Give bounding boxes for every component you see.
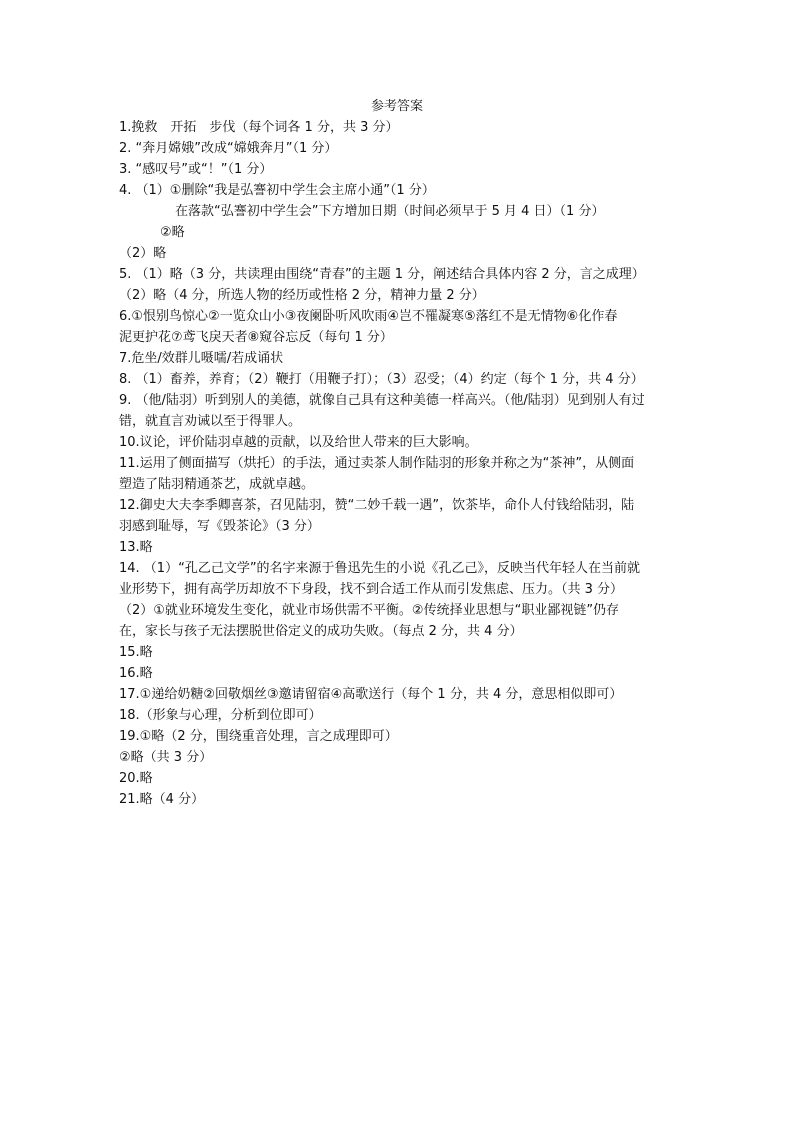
answer-line: 羽感到耻辱，写《毁茶论》（3 分） [119,519,320,534]
answer-line: 19.①略（2 分，围绕重音处理，言之成理即可） [119,729,398,744]
answer-line: 12.御史大夫李季卿喜茶，召见陆羽，赞“二妙千载一遇”，饮茶毕，命仆人付钱给陆羽，陆 [119,498,635,513]
answer-line: （2）略（4 分，所选人物的经历或性格 2 分，精神力量 2 分） [119,288,485,303]
answer-line: 错，就直言劝诫以至于得罪人。 [119,414,302,429]
answer-line: 业形势下，拥有高学历却放不下身段，找不到合适工作从而引发焦虑、压力。（共 3 分） [119,582,624,597]
answer-line: 在落款“弘謇初中学生会”下方增加日期（时间必须早于 5 月 4 日）（1 分） [175,204,605,219]
answer-line: 11.运用了侧面描写（烘托）的手法，通过卖茶人制作陆羽的形象并称之为“茶神”，从侧面 [119,456,635,471]
answer-line: （2）略 [119,246,167,261]
answer-line: （2）①就业环境发生变化，就业市场供需不平衡。②传统择业思想与“职业鄙视链”仍存 [119,603,620,618]
answer-list [119,117,689,810]
answer-line: 泥更护花⑦鸢飞戾天者⑧窥谷忘反（每句 1 分） [119,330,393,345]
answer-line: 14. （1）“孔乙己文学”的名字来源于鲁迅先生的小说《孔乙己》，反映当代年轻人在当前就 [119,561,641,576]
answer-line: 20.略 [119,771,153,786]
answer-line: 在，家长与孩子无法摆脱世俗定义的成功失败。（每点 2 分，共 4 分） [119,624,523,639]
answer-line: 7.危坐/效群儿嗫嚅/若成诵状 [119,351,284,366]
answer-line: 9. （他/陆羽）听到别人的美德，就像自己具有这种美德一样高兴。（他/陆羽）见到别人有过 [119,393,645,408]
answer-line: ②略 [160,225,185,240]
page-title: 参考答案 [370,99,423,114]
answer-line: 17.①递给奶糖②回敬烟丝③邀请留宿④高歌送行（每个 1 分，共 4 分，意思相似即可） [119,687,623,702]
answer-line: ②略（共 3 分） [119,750,213,765]
answer-line: 15.略 [119,645,153,660]
answer-line: 6.①恨别鸟惊心②一览众山小③夜阑卧听风吹雨④岂不罹凝寒⑤落红不是无情物⑥化作春 [119,309,618,324]
answer-line: 21.略（4 分） [119,792,205,807]
answer-line: 5. （1）略（3 分，共读理由围绕“青春”的主题 1 分，阐述结合具体内容 2 分，言之成理） [119,267,645,282]
answer-line: 4. （1）①删除“我是弘謇初中学生会主席小通”（1 分） [119,183,435,198]
answer-line: 18.（形象与心理，分析到位即可） [119,708,322,723]
answer-line: 3. “感叹号”或“！”（1 分） [119,162,273,177]
answer-line: 10.议论，评价陆羽卓越的贡献，以及给世人带来的巨大影响。 [119,435,478,450]
answer-line: 塑造了陆羽精通茶艺，成就卓越。 [119,477,315,492]
answer-line: 16.略 [119,666,153,681]
answer-line: 2. “奔月嫦娥”改成“嫦娥奔月”（1 分） [119,141,338,156]
answer-line: 8. （1）畜养，养育；（2）鞭打（用鞭子打）；（3）忍受；（4）约定（每个 1 分，共 4 分） [119,372,644,387]
answer-line: 13.略 [119,540,153,555]
answer-line: 1.挽救 开拓 步伐（每个词各 1 分，共 3 分） [119,120,399,135]
